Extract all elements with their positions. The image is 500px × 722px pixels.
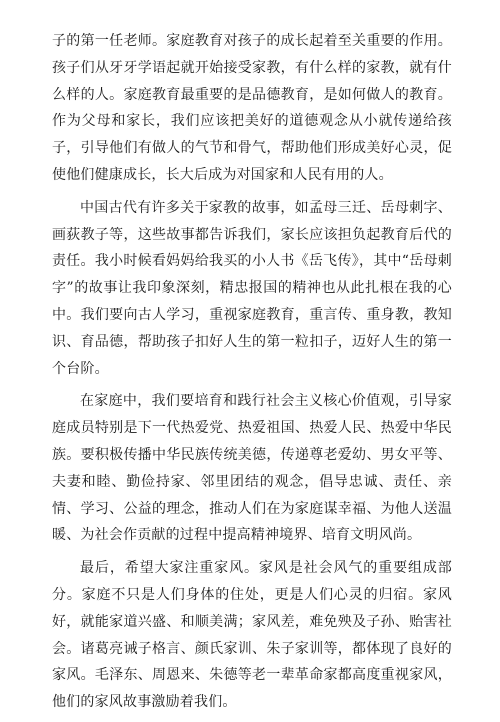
- paragraph-continuation: 子的第一任老师。家庭教育对孩子的成长起着至关重要的作用。孩子们从牙牙学语起就开始接受家教，有什么样的家教，就有什么样的人。家庭教育最重要的是品德教育，是如何做人的教育。作为父母和家长，我们应该把美好的道德观念从小就传递给孩子，引导他们有做人的气节和骨气，帮助他们形成美好心灵，促使他们健康成长，长大后成为对国家和人民有用的人。: [52, 33, 452, 183]
- document-page: [52, 28, 452, 722]
- paragraph-family-style: 最后，希望大家注重家风。家风是社会风气的重要组成部分。家庭不只是人们身体的住处，更是人们心灵的归宿。家风好，就能家道兴盛、和顺美满；家风差，难免殃及子孙、贻害社会。诸葛亮诫子格言、颜氏家训、朱子家训等，都体现了良好的家风。毛泽东、周恩来、朱德等老一辈革命家都高度重视家风，他们的家风故事激励着我们。: [52, 560, 452, 711]
- paragraph-ancient-family-stories: 中国古代有许多关于家教的故事，如孟母三迁、岳母刺字、画荻教子等，这些故事都告诉我们，家长应该担负起教育后代的责任。我小时候看妈妈给我买的小人书《岳飞传》，其中“岳母刺字”的故事让我印象深刻，精忠报国的精神也从此扎根在我的心中。我们要向古人学习，重视家庭教育，重言传、重身教，教知识、育品德，帮助孩子扣好人生的第一粒扣子，迈好人生的第一个台阶。: [52, 199, 452, 377]
- paragraph-core-values: 在家庭中，我们要培育和践行社会主义核心价值观，引导家庭成员特别是下一代热爱党、热爱祖国、热爱人民、热爱中华民族。要积极传播中华民族传统美德，传递尊老爱幼、男女平等、夫妻和睦、勤俭持家、邻里团结的观念，倡导忠诚、责任、亲情、学习、公益的理念，推动人们在为家庭谋幸福、为他人送温暖、为社会作贡献的过程中提高精神境界、培育文明风尚。: [52, 393, 452, 544]
